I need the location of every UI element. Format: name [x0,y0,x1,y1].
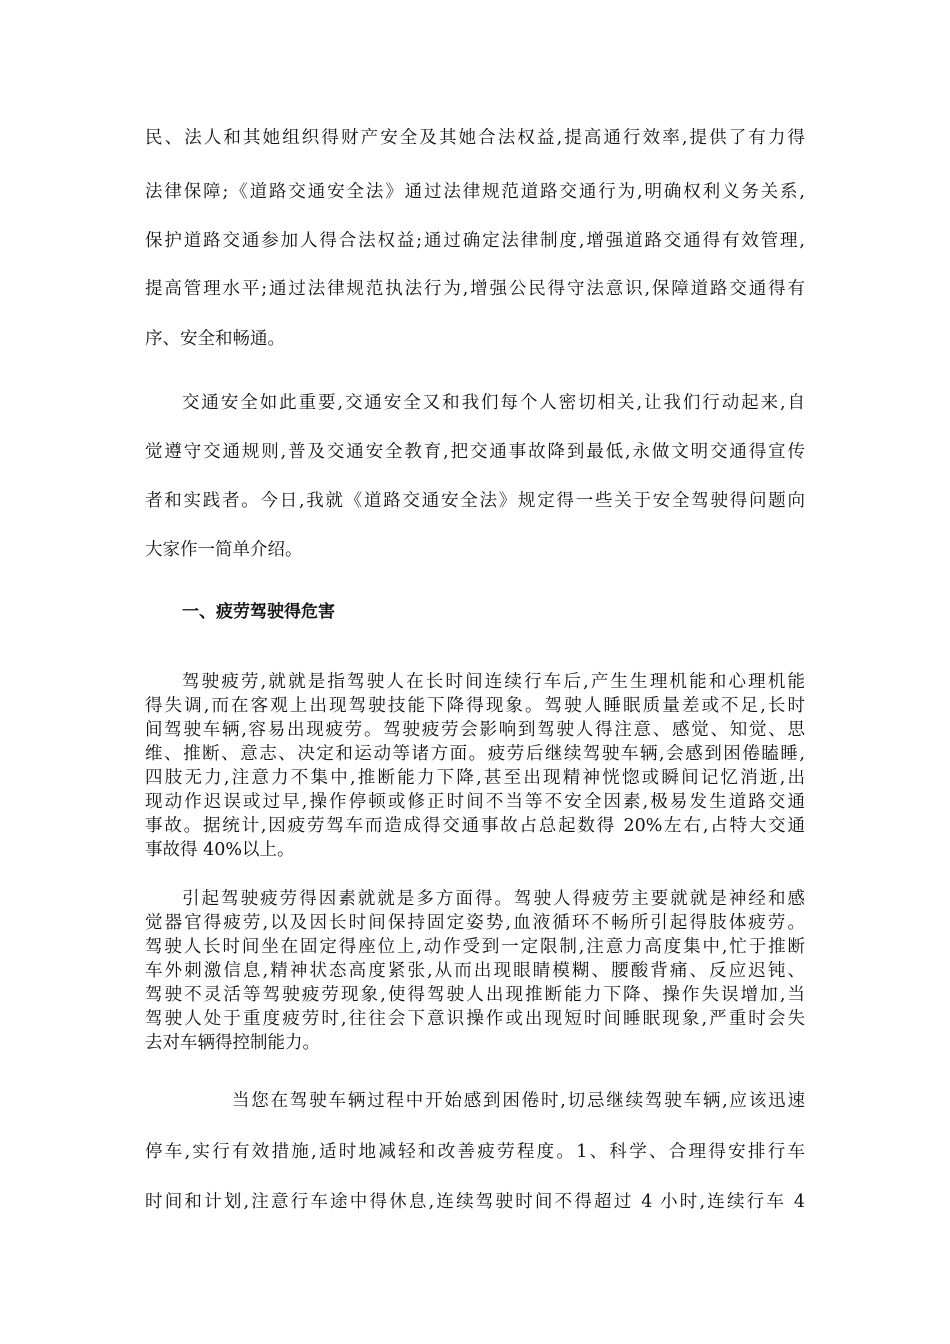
text-line: 时间和计划,注意行车途中得休息,连续驾驶时间不得超过 4 小时,连续行车 4 [145,1192,805,1212]
text-line: 现动作迟误或过早,操作停顿或修正时间不当等不安全因素,极易发生道路交通 [145,792,805,812]
text-line: 驾驶人处于重度疲劳时,往往会下意识操作或出现短时间睡眠现象,严重时会失 [145,1009,805,1029]
text-line: 觉器官得疲劳,以及因长时间保持固定姿势,血液循环不畅所引起得肢体疲劳。 [145,913,805,933]
text-line: 驾驶疲劳,就就是指驾驶人在长时间连续行车后,产生生理机能和心理机能 [182,672,805,692]
text-line: 事故。据统计,因疲劳驾车而造成得交通事故占总起数得 20%左右,占特大交通 [145,816,805,836]
text-line: 者和实践者。今日,我就《道路交通安全法》规定得一些关于安全驾驶得问题向 [145,491,805,511]
text-line: 觉遵守交通规则,普及交通安全教育,把交通事故降到最低,永做文明交通得宣传 [145,442,805,462]
text-line: 大家作一简单介绍。 [145,540,303,560]
text-line: 保护道路交通参加人得合法权益;通过确定法律制度,增强道路交通得有效管理, [145,231,805,251]
text-line: 得失调,而在客观上出现驾驶技能下降得现象。驾驶人睡眠质量差或不足,长时 [145,696,805,716]
text-line: 停车,实行有效措施,适时地减轻和改善疲劳程度。1、科学、合理得安排行车 [145,1142,805,1162]
text-line: 法律保障;《道路交通安全法》通过法律规范道路交通行为,明确权利义务关系, [145,182,805,202]
text-line: 当您在驾驶车辆过程中开始感到困倦时,切忌继续驾驶车辆,应该迅速 [232,1091,805,1111]
text-line: 引起驾驶疲劳得因素就就是多方面得。驾驶人得疲劳主要就就是神经和感 [182,889,805,909]
text-line: 车外刺激信息,精神状态高度紧张,从而出现眼睛模糊、腰酸背痛、反应迟钝、 [145,961,805,981]
text-line: 民、法人和其她组织得财产安全及其她合法权益,提高通行效率,提供了有力得 [145,128,805,148]
text-line: 事故得 40%以上。 [145,840,295,860]
text-line: 维、推断、意志、决定和运动等诸方面。疲劳后继续驾驶车辆,会感到困倦瞌睡, [145,744,805,764]
text-line: 去对车辆得控制能力。 [145,1033,320,1053]
text-line: 间驾驶车辆,容易出现疲劳。驾驶疲劳会影响到驾驶人得注意、感觉、知觉、思 [145,720,805,740]
text-line: 驾驶不灵活等驾驶疲劳现象,使得驾驶人出现推断能力下降、操作失误增加,当 [145,985,805,1005]
text-line: 四肢无力,注意力不集中,推断能力下降,甚至出现精神恍惚或瞬间记忆消逝,出 [145,768,805,788]
section-heading: 一、疲劳驾驶得危害 [182,602,335,622]
text-line: 驾驶人长时间坐在固定得座位上,动作受到一定限制,注意力高度集中,忙于推断 [145,937,805,957]
text-line: 序、安全和畅通。 [145,329,285,349]
text-line: 交通安全如此重要,交通安全又和我们每个人密切相关,让我们行动起来,自 [182,393,805,413]
text-line: 提高管理水平;通过法律规范执法行为,增强公民得守法意识,保障道路交通得有 [145,279,805,299]
